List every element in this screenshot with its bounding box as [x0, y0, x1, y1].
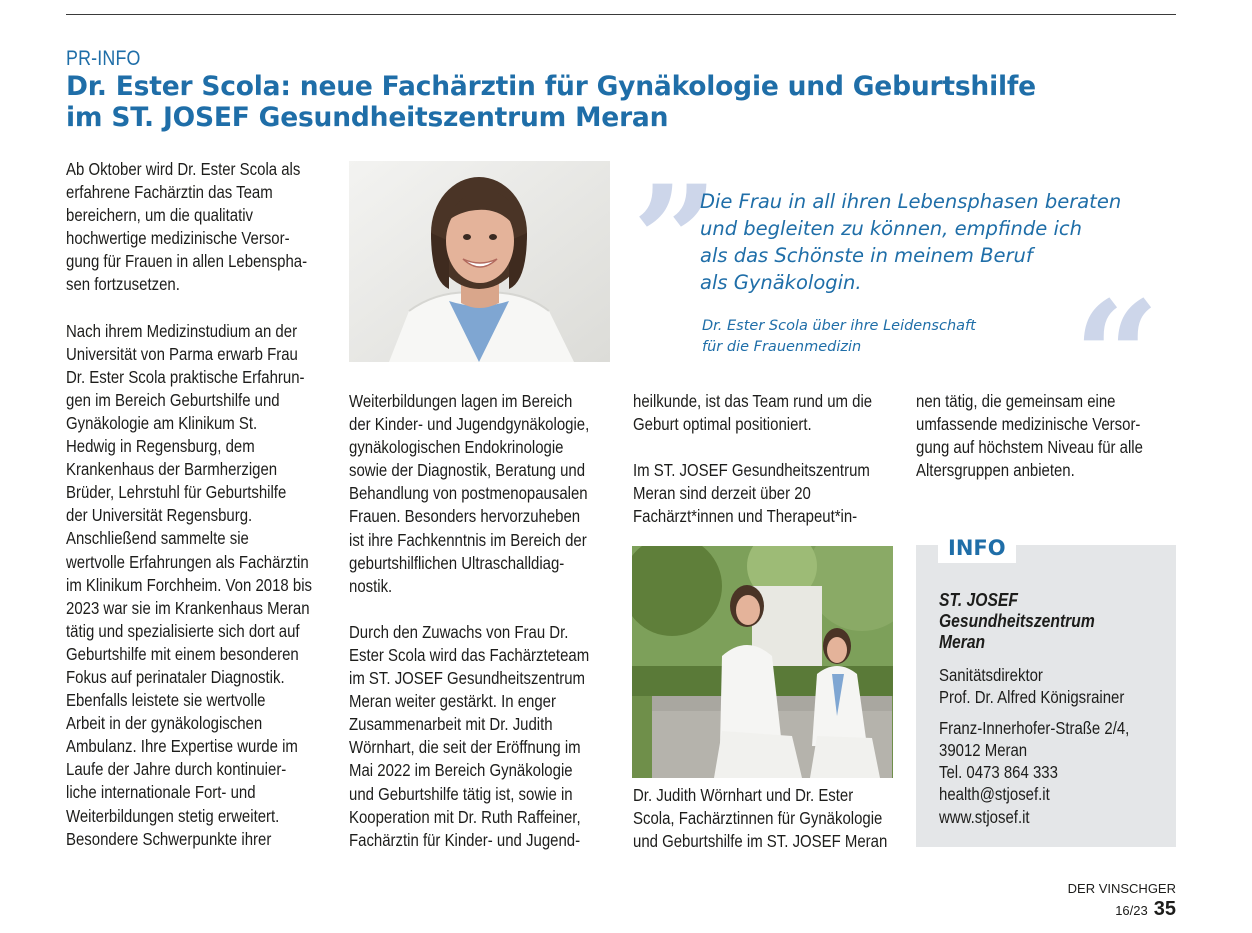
quote-close-icon: ”: [1072, 195, 1159, 371]
caption-line: und Geburtshilfe im ST. JOSEF Meran: [633, 831, 888, 852]
page-number: 35: [1153, 898, 1176, 920]
info-person: Prof. Dr. Alfred Königsrainer: [939, 687, 1125, 708]
text-line: bereichern, um die qualitativ: [66, 205, 254, 226]
caption-line: Dr. Judith Wörnhart und Dr. Ester: [633, 785, 854, 805]
text-line: hochwertige medizinische Versor-: [66, 228, 290, 249]
text-line: Nach ihrem Medizinstudium an der: [66, 320, 298, 341]
text-line: 2023 war sie im Krankenhaus Meran: [66, 597, 310, 618]
text-line: Anschließend sammelte sie: [66, 528, 249, 549]
text-line: gynäkologischen Endokrinologie: [349, 437, 564, 458]
org-line: ST. JOSEF: [939, 590, 1018, 610]
text-line: Gynäkologie am Klinikum St.: [66, 412, 258, 433]
text-line: im Klinikum Forchheim. Von 2018 bis: [66, 574, 313, 595]
attribution-line: Dr. Ester Scola über ihre Leidenschaft: [702, 318, 976, 334]
org-line: Gesundheitszentrum: [939, 611, 1095, 631]
text-line: gung für Frauen in allen Lebenspha-: [66, 251, 308, 272]
text-line: Kooperation mit Dr. Ruth Raffeiner,: [349, 806, 581, 827]
photo-caption: [633, 784, 887, 853]
text-line: liche internationale Fort- und: [66, 782, 256, 803]
info-address-city: 39012 Meran: [939, 739, 1028, 760]
text-line: Geburtshilfe mit einem besonderen: [66, 643, 299, 664]
article-column-3: [633, 390, 872, 528]
info-website[interactable]: www.stjosef.it: [939, 806, 1030, 827]
caption-line: Scola, Fachärztinnen für Gynäkologie: [633, 808, 883, 829]
text-line: Ab Oktober wird Dr. Ester Scola als: [66, 159, 301, 179]
info-label: INFO: [938, 534, 1016, 563]
text-line: sowie der Diagnostik, Beratung und: [349, 460, 586, 481]
text-line: Besondere Schwerpunkte ihrer: [66, 828, 272, 849]
text-line: Ambulanz. Ihre Expertise wurde im: [66, 736, 298, 757]
article-column-4: [916, 390, 1143, 482]
text-line: nostik.: [349, 575, 393, 596]
col1-paragraph-2: [66, 320, 312, 851]
text-line: Dr. Ester Scola praktische Erfahrun-: [66, 366, 305, 387]
text-line: Meran weiter gestärkt. In enger: [349, 691, 556, 712]
quote-attribution: [702, 316, 976, 358]
attribution-line: für die Frauenmedizin: [702, 339, 862, 355]
info-email[interactable]: health@stjosef.it: [939, 784, 1050, 805]
text-line: Weiterbildungen stetig erweitert.: [66, 805, 280, 826]
page-folio: [1020, 880, 1176, 921]
team-photo: [632, 546, 893, 778]
text-line: gen im Bereich Geburtshilfe und: [66, 389, 280, 410]
col3-paragraph-1: [633, 390, 872, 436]
text-line: Zusammenarbeit mit Dr. Judith: [349, 714, 553, 735]
col3-paragraph-2: [633, 459, 872, 528]
text-line: Wörnhart, die seit der Eröffnung im: [349, 737, 581, 758]
text-line: Krankenhaus der Barmherzigen: [66, 459, 278, 480]
info-organization: [939, 590, 1129, 653]
text-line: ist ihre Fachkenntnis im Bereich der: [349, 529, 587, 550]
text-line: Laufe der Jahre durch kontinuier-: [66, 759, 287, 780]
text-line: Fachärztin für Kinder- und Jugend-: [349, 829, 581, 850]
quote-line: als Gynäkologin.: [700, 271, 862, 294]
quote-line: als das Schönste in meinem Beruf: [700, 244, 1033, 267]
text-line: Behandlung von postmenopausalen: [349, 483, 588, 504]
info-content: [939, 590, 1129, 828]
article-column-2: [349, 390, 589, 852]
text-line: Frauen. Besonders hervorzuheben: [349, 506, 581, 527]
article-column-1: [66, 158, 312, 851]
org-line: Meran: [939, 632, 986, 652]
text-line: wertvolle Erfahrungen als Fachärztin: [66, 551, 309, 572]
text-line: geburtshilflichen Ultraschalldiag-: [349, 552, 565, 573]
text-line: tätig und spezialisierte sich dort auf: [66, 620, 300, 641]
text-line: Ebenfalls leistete sie wertvolle: [66, 690, 266, 711]
quote-line: und begleiten zu können, empfinde ich: [700, 217, 1082, 240]
text-line: Hedwig in Regensburg, dem: [66, 436, 255, 457]
col4-paragraph-1: [916, 390, 1143, 482]
text-line: Brüder, Lehrstuhl für Geburtshilfe: [66, 482, 287, 503]
text-line: Meran sind derzeit über 20: [633, 483, 811, 504]
headline-line-2: im ST. JOSEF Gesundheitszentrum Meran: [66, 102, 669, 133]
col1-paragraph-1: [66, 158, 312, 297]
headline-line-1: Dr. Ester Scola: neue Fachärztin für Gynäkologie und Geburtshilfe: [66, 71, 1036, 102]
headline: [66, 71, 1176, 133]
text-line: Altersgruppen anbieten.: [916, 460, 1075, 481]
quote-line: Die Frau in all ihren Lebensphasen beraten: [700, 190, 1122, 213]
text-line: heilkunde, ist das Team rund um die: [633, 391, 873, 411]
text-line: Fachärzt*innen und Therapeut*in-: [633, 506, 858, 527]
text-line: Mai 2022 im Bereich Gynäkologie: [349, 760, 573, 781]
kicker: PR-INFO: [66, 47, 141, 70]
top-rule: [66, 14, 1176, 15]
text-line: Durch den Zuwachs von Frau Dr.: [349, 621, 569, 642]
text-line: der Kinder- und Jugendgynäkologie,: [349, 414, 590, 435]
text-line: und Geburtshilfe tätig ist, sowie in: [349, 783, 573, 804]
text-line: Universität von Parma erwarb Frau: [66, 343, 298, 364]
text-line: Geburt optimal positioniert.: [633, 414, 812, 435]
publication-name: DER VINSCHGER 16/23: [1067, 881, 1176, 918]
text-line: sen fortzusetzen.: [66, 274, 180, 295]
col2-paragraph-2: [349, 621, 589, 852]
quote-open-icon: ”: [632, 153, 719, 329]
text-line: umfassende medizinische Versor-: [916, 414, 1141, 435]
col2-paragraph-1: [349, 390, 589, 598]
text-line: Arbeit in der gynäkologischen: [66, 713, 263, 734]
text-line: gung auf höchstem Niveau für alle: [916, 437, 1143, 458]
text-line: Ester Scola wird das Fachärzteteam: [349, 644, 590, 665]
info-address-street: Franz-Innerhofer-Straße 2/4,: [939, 717, 1130, 738]
quote-text: [700, 188, 1180, 296]
pull-quote: [632, 153, 1172, 371]
info-phone: Tel. 0473 864 333: [939, 762, 1058, 783]
text-line: nen tätig, die gemeinsam eine: [916, 391, 1116, 411]
text-line: Weiterbildungen lagen im Bereich: [349, 391, 573, 411]
text-line: Im ST. JOSEF Gesundheitszentrum: [633, 460, 870, 481]
info-role: Sanitätsdirektor: [939, 665, 1043, 685]
text-line: im ST. JOSEF Gesundheitszentrum: [349, 668, 586, 689]
text-line: erfahrene Fachärztin das Team: [66, 182, 273, 203]
text-line: Fokus auf perinataler Diagnostik.: [66, 666, 285, 687]
portrait-photo: [349, 161, 610, 362]
text-line: der Universität Regensburg.: [66, 505, 253, 526]
